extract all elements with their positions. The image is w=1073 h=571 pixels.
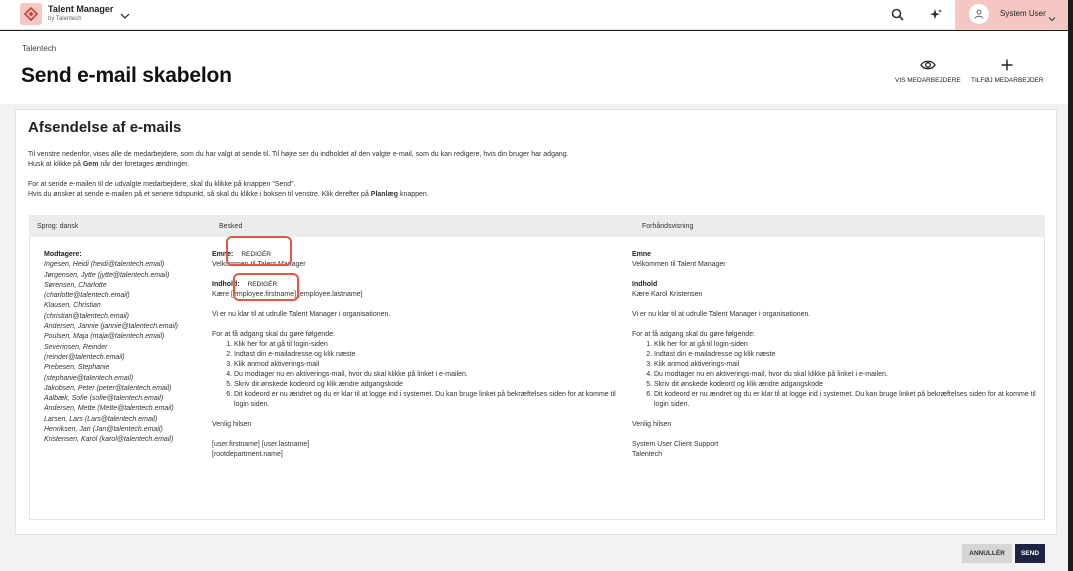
message-column-header: Besked: [219, 223, 243, 230]
preview-step-item: 1. Klik her for at gå til login-siden: [654, 340, 1052, 350]
message-column: [212, 250, 632, 460]
preview-signature-line: System User Client Support: [632, 441, 719, 448]
app-title[interactable]: [48, 4, 113, 23]
intro-line: Hvis du ønsker at sende e-mailen på et senere tidspunkt, så skal du klikke i boksen til venstre. Klik derefter på Planlæg knappen.: [28, 191, 429, 198]
preview-step-item: 2. Indtast din e-mailadresse og klik næste: [654, 350, 1052, 360]
app-name: Talent Manager: [48, 4, 114, 14]
preview-regards: Venlig hilsen: [632, 421, 672, 428]
user-avatar-icon: [969, 4, 989, 24]
recipient-item: Henriksen, Jan (Jan@talentech.email): [44, 426, 163, 434]
greeting: Kære [employee.firstname] [employee.lastname]: [212, 291, 363, 298]
cancel-button[interactable]: ANNULLÉR: [962, 544, 1012, 563]
preview-column-header: Forhåndsvisning: [642, 223, 694, 230]
intro-line: For at sende e-mailen til de udvalgte medarbejdere, skal du klikke på knappen "Send".: [28, 181, 296, 188]
step-item: 3. Klik anmod aktiverings-mail: [234, 360, 632, 370]
send-emails-card: [15, 109, 1057, 535]
preview-greeting: Kære Karol Kristensen: [632, 291, 703, 298]
table-header: [29, 215, 1045, 237]
signature-line: [user.firstname] [user.lastname]: [212, 441, 310, 448]
user-name: System User: [1000, 9, 1046, 18]
chevron-down-icon[interactable]: [120, 7, 130, 25]
subject-value: Velkommen til Talent Manager: [212, 261, 306, 268]
preview-step-item: 6. Dit kodeord er nu ændret og du er klar til at logge ind i systemet. Du kan bruge linket på bekræftelses siden for at komme til login siden.: [654, 390, 1052, 410]
top-bar: [0, 0, 1068, 30]
recipient-item: (reinder@talentech.email): [44, 353, 125, 361]
preview-step-item: 3. Klik anmod aktiverings-mail: [654, 360, 1052, 370]
preview-column: [632, 250, 1052, 460]
preview-step-item: 4. Du modtager nu en aktiverings-mail, hvor du skal klikke på linket i e-mailen.: [654, 370, 1052, 380]
add-employee-label: TILFØJ MEDARBEJDER: [971, 77, 1044, 84]
recipient-item: Kristensen, Karol (karol@talentech.email): [44, 436, 174, 444]
send-button[interactable]: SEND: [1015, 544, 1045, 563]
user-menu[interactable]: [955, 0, 1068, 30]
subject-label: Emne:: [212, 251, 234, 258]
intro-line: Til venstre nedenfor, vises alle de medarbejdere, som du har valgt at sende til. Til højre ser du indholdet af den valgte e-mail, som du kan redigere, hvis din bruger har adgang.: [28, 151, 569, 158]
step-item: 2. Indtast din e-mailadresse og klik næste: [234, 350, 632, 360]
preview-steps-list: [632, 340, 1052, 410]
table-body: [29, 237, 1045, 520]
preview-body-line: Vi er nu klar til at udrulle Talent Manager i organisationen.: [632, 311, 811, 318]
recipient-item: Andersen, Jannie (jannie@talentech.email): [44, 323, 178, 331]
add-employee-button[interactable]: [971, 59, 1044, 84]
eye-icon: [920, 59, 936, 71]
recipient-item: Sørensen, Charlotte: [44, 281, 107, 289]
recipient-item: Jakobsen, Peter (peter@talentech.email): [44, 384, 172, 392]
preview-subject-value: Velkommen til Talent Manager: [632, 261, 726, 268]
recipient-item: (charlotte@talentech.email): [44, 292, 130, 300]
regards: Venlig hilsen: [212, 421, 252, 428]
intro-line: Husk at klikke på Gem når der foretages ændringer.: [28, 161, 190, 168]
recipient-item: Severinsen, Reinder: [44, 343, 108, 351]
search-icon[interactable]: [891, 8, 904, 26]
subject-row: [212, 250, 632, 260]
preview-subject-label: Emne: [632, 251, 652, 258]
recipient-item: Larsen, Lars (Lars@talentech.email): [44, 415, 158, 423]
content-label: Indhold:: [212, 281, 240, 288]
step-item: 6. Dit kodeord er nu ændret og du er klar til at logge ind i systemet. Du kan bruge linket på bekræftelses siden for at komme til login siden.: [234, 390, 632, 410]
chevron-down-icon: [1048, 9, 1056, 27]
preview-content-label: Indhold: [632, 281, 658, 288]
language-column-header: Sprog: dansk: [37, 223, 79, 230]
card-title: Afsendelse af e-mails: [28, 119, 182, 136]
recipient-item: Jørgensen, Jytte (jytte@talentech.email): [44, 271, 170, 279]
recipient-item: Klausen, Christian: [44, 302, 101, 310]
preview-body-line: For at få adgang skal du gøre følgende:: [632, 331, 755, 338]
step-item: 1. Klik her for at gå til login-siden: [234, 340, 632, 350]
page-header: [0, 31, 1068, 104]
window-edge: [1068, 0, 1073, 571]
steps-list: [212, 340, 632, 410]
view-employees-button[interactable]: [895, 59, 961, 84]
recipients-list: [44, 250, 178, 446]
page-title: Send e-mail skabelon: [21, 64, 232, 87]
recipient-item: (stephanie@talentech.email): [44, 374, 134, 382]
recipients-heading: Modtagere:: [44, 251, 82, 258]
recipient-item: Poulsen, Maja (maja@talentech.email): [44, 333, 165, 341]
recipient-item: Andersen, Mette (Mette@talentech.email): [44, 405, 174, 413]
plus-icon: [1001, 59, 1013, 71]
recipient-item: Prebesen, Stephanie: [44, 364, 110, 372]
recipient-item: Aalbæk, Sofie (sofie@talentech.email): [44, 395, 164, 403]
body-line: Vi er nu klar til at udrulle Talent Manager i organisationen.: [212, 311, 391, 318]
preview-step-item: 5. Skriv dit ønskede kodeord og klik ændre adgangskode: [654, 380, 1052, 390]
step-item: 4. Du modtager nu en aktiverings-mail, hvor du skal klikke på linket i e-mailen.: [234, 370, 632, 380]
step-item: 5. Skriv dit ønskede kodeord og klik ændre adgangskode: [234, 380, 632, 390]
sparkle-icon[interactable]: [929, 8, 943, 27]
view-employees-label: VIS MEDARBEJDERE: [895, 77, 961, 84]
recipient-item: Ingesen, Heidi (heidi@talentech.email): [44, 261, 165, 269]
edit-subject-button[interactable]: REDIGÉR: [241, 251, 271, 258]
app-subtitle: by Talentech: [48, 16, 82, 22]
intro-text: [28, 150, 728, 200]
signature-line: [rootdepartment.name]: [212, 451, 283, 458]
edit-content-button[interactable]: REDIGÉR: [247, 281, 278, 288]
breadcrumb[interactable]: Talentech: [22, 44, 57, 53]
body-line: For at få adgang skal du gøre følgende:: [212, 331, 335, 338]
preview-signature-line: Talentech: [632, 451, 662, 458]
content-row: [212, 280, 632, 290]
recipient-item: (christian@talentech.email): [44, 312, 129, 320]
app-logo[interactable]: [20, 3, 42, 25]
diamond-logo-icon: [24, 7, 38, 21]
